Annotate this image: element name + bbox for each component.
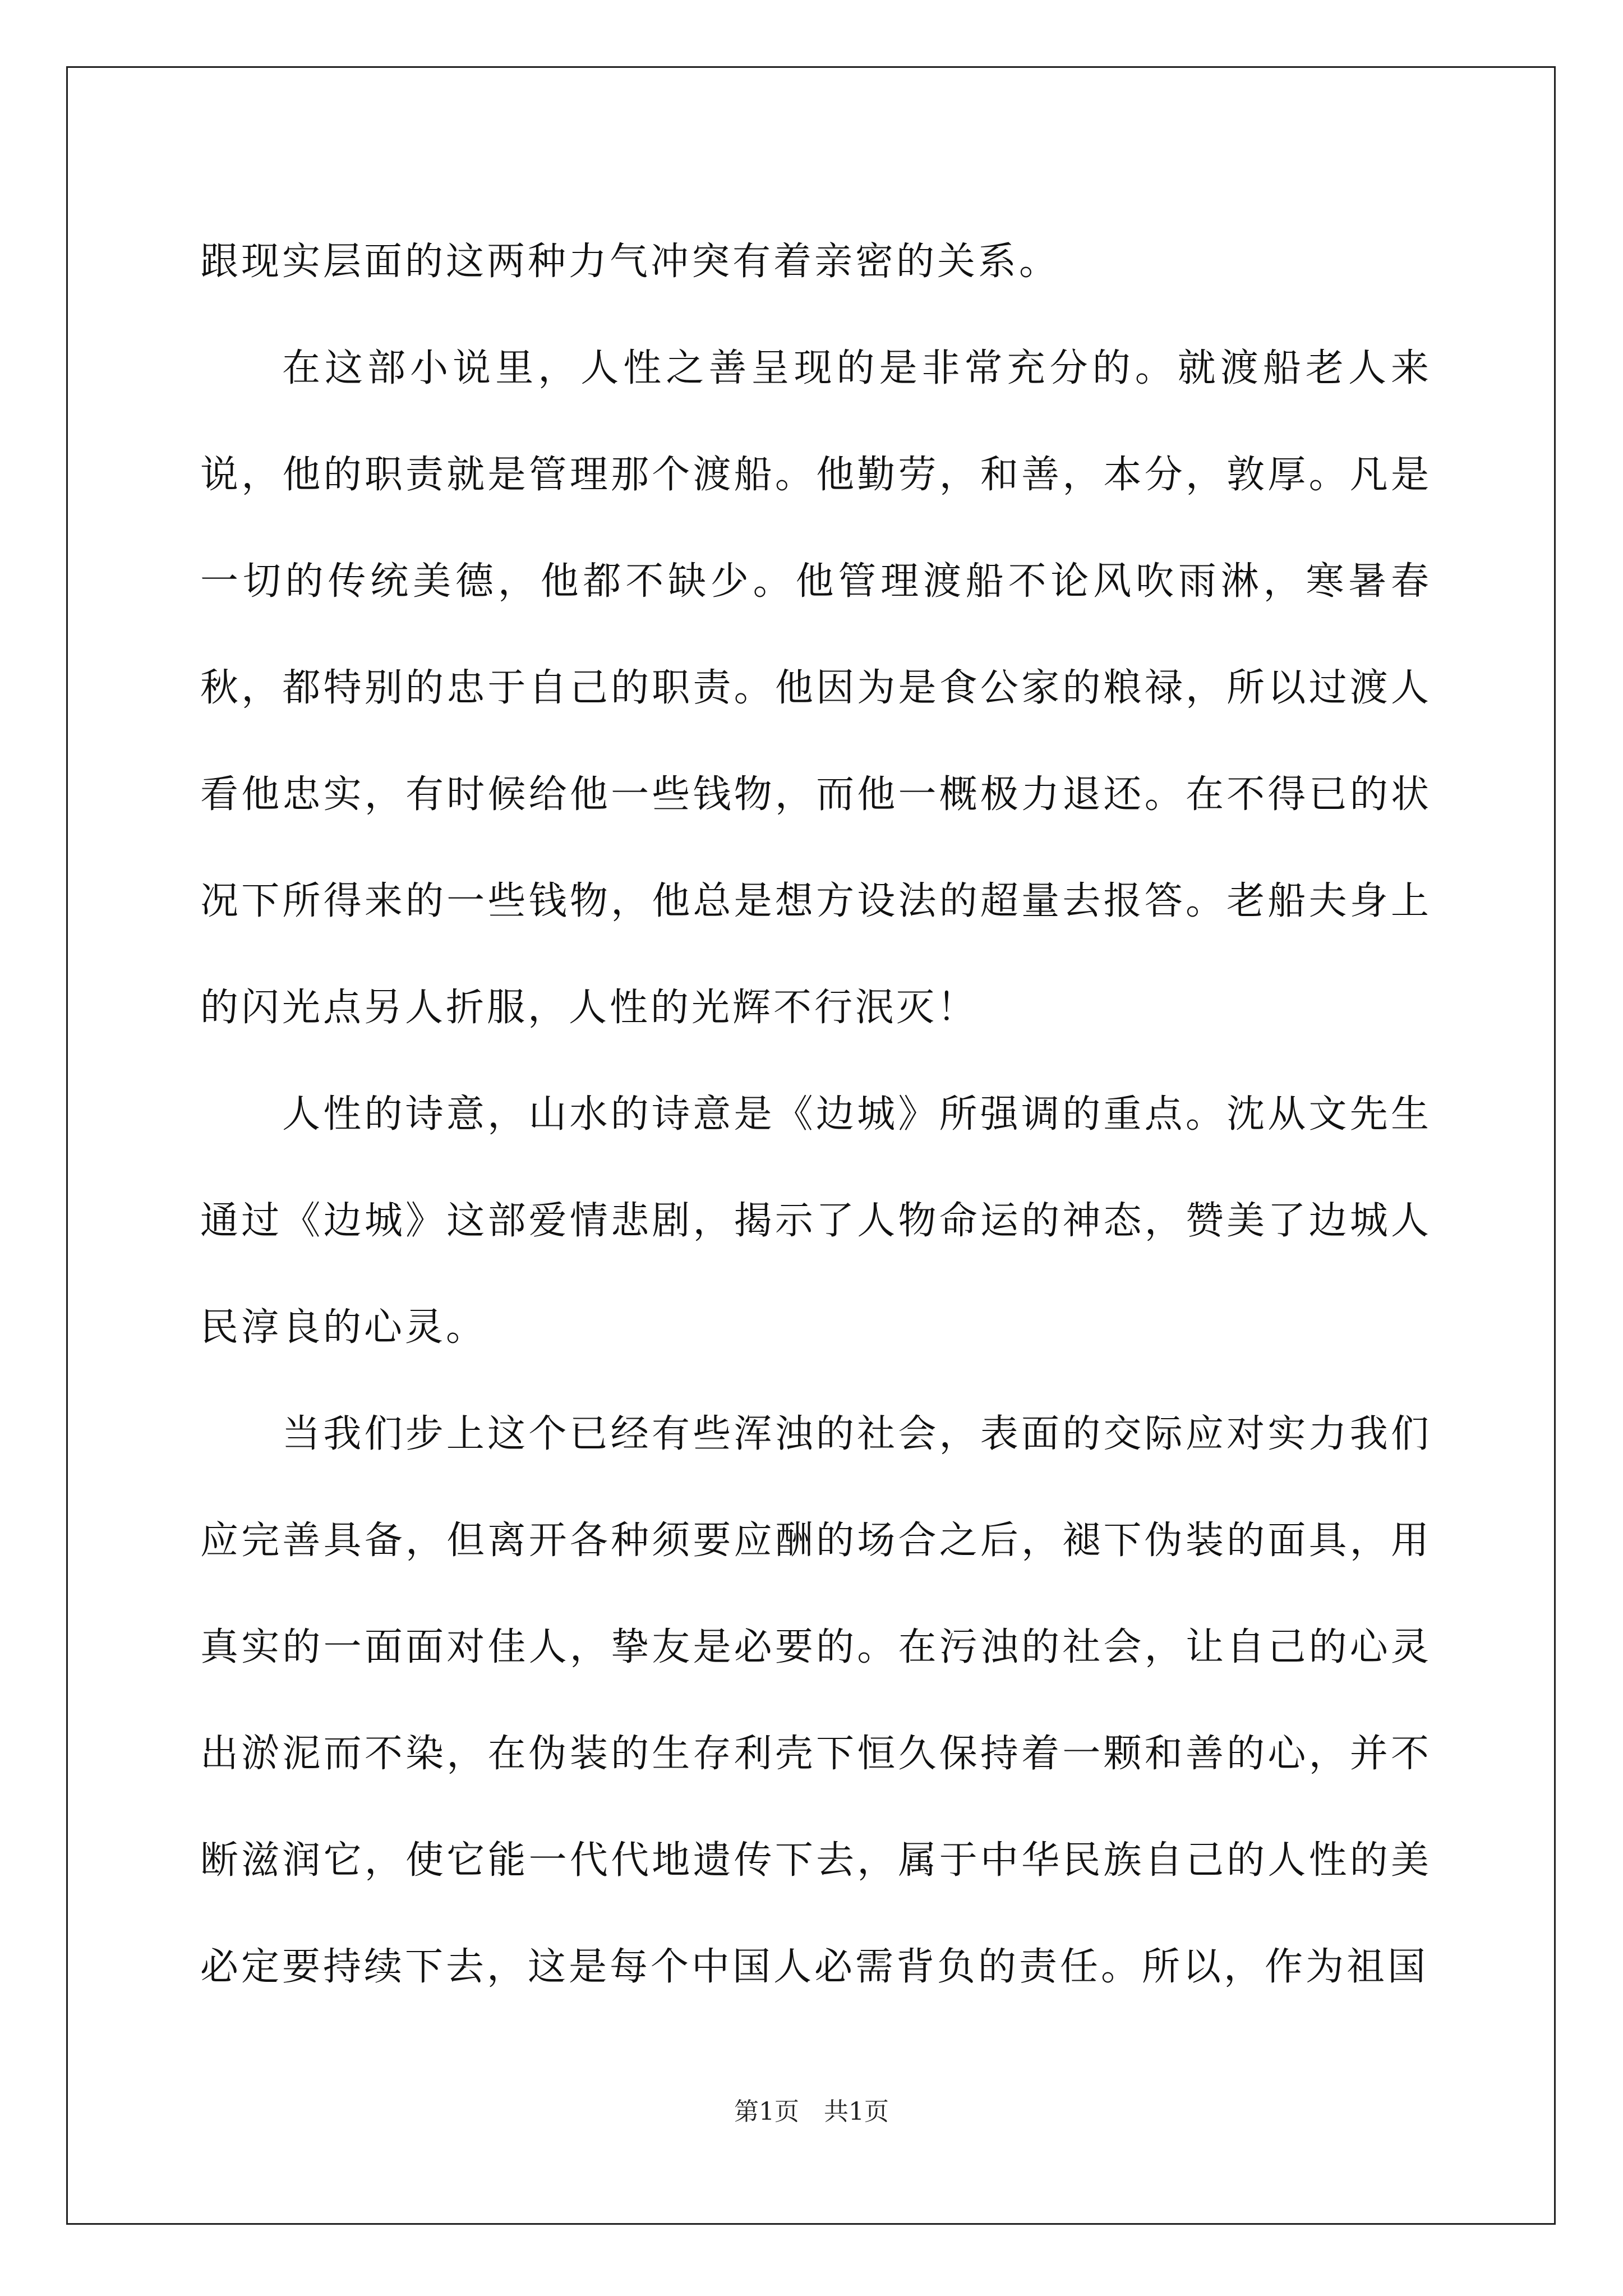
text-line: 人性的诗意，山水的诗意是《边城》所强调的重点。沈从文先生 xyxy=(282,1092,1432,1137)
text-line: 真实的一面面对佳人，挚友是必要的。在污浊的社会，让自己的心灵 xyxy=(200,1625,1432,1669)
text-line: 实，有时候给他一些钱物，而他一概极力退还。在不得已的状况下所 xyxy=(200,772,1432,923)
text-line: 特别的忠于自己的职责。他因为是食公家的粮禄，所以过渡人看他忠 xyxy=(200,666,1432,817)
paragraph xyxy=(200,315,1432,1061)
document-body xyxy=(200,209,1432,2021)
paragraph xyxy=(200,1061,1432,1381)
text-line: 必定要持续下去，这是每个中国人必需背负的责任。所以，作为祖国 xyxy=(200,1945,1429,1989)
text-line: 民淳良的心灵。 xyxy=(200,1305,487,1350)
text-line: 得来的一些钱物，他总是想方设法的超量去报答。老船夫身上的闪光 xyxy=(200,879,1432,1030)
text-line: 点另人折服，人性的光辉不行泯灭！ xyxy=(323,986,979,1030)
text-line: 在这部小说里，人性之善呈现的是非常充分的。就渡船老人来说， xyxy=(200,346,1432,497)
page-footer xyxy=(0,2095,1623,2129)
page-number-current: 第1页 xyxy=(734,2097,799,2126)
page-number-total: 共1页 xyxy=(824,2097,889,2126)
text-line: 断滋润它，使它能一代代地遗传下去，属于中华民族自己的人性的美 xyxy=(200,1838,1432,1883)
text-line: 出淤泥而不染，在伪装的生存利壳下恒久保持着一颗和善的心，并不 xyxy=(200,1732,1432,1776)
paragraph xyxy=(200,1381,1432,2021)
text-line: 通过《边城》这部爱情悲剧，揭示了人物命运的神态，赞美了边城人 xyxy=(200,1199,1432,1243)
text-line: 的传统美德，他都不缺少。他管理渡船不论风吹雨淋，寒暑春秋，都 xyxy=(200,559,1432,710)
paragraph xyxy=(200,209,1432,315)
text-line: 他的职责就是管理那个渡船。他勤劳，和善，本分，敦厚。凡是一切 xyxy=(200,453,1432,604)
text-line: 应完善具备，但离开各种须要应酬的场合之后，褪下伪装的面具，用 xyxy=(200,1519,1432,1563)
text-line: 当我们步上这个已经有些浑浊的社会，表面的交际应对实力我们 xyxy=(282,1412,1432,1456)
text-line: 跟现实层面的这两种力气冲突有着亲密的关系。 xyxy=(200,240,1061,284)
